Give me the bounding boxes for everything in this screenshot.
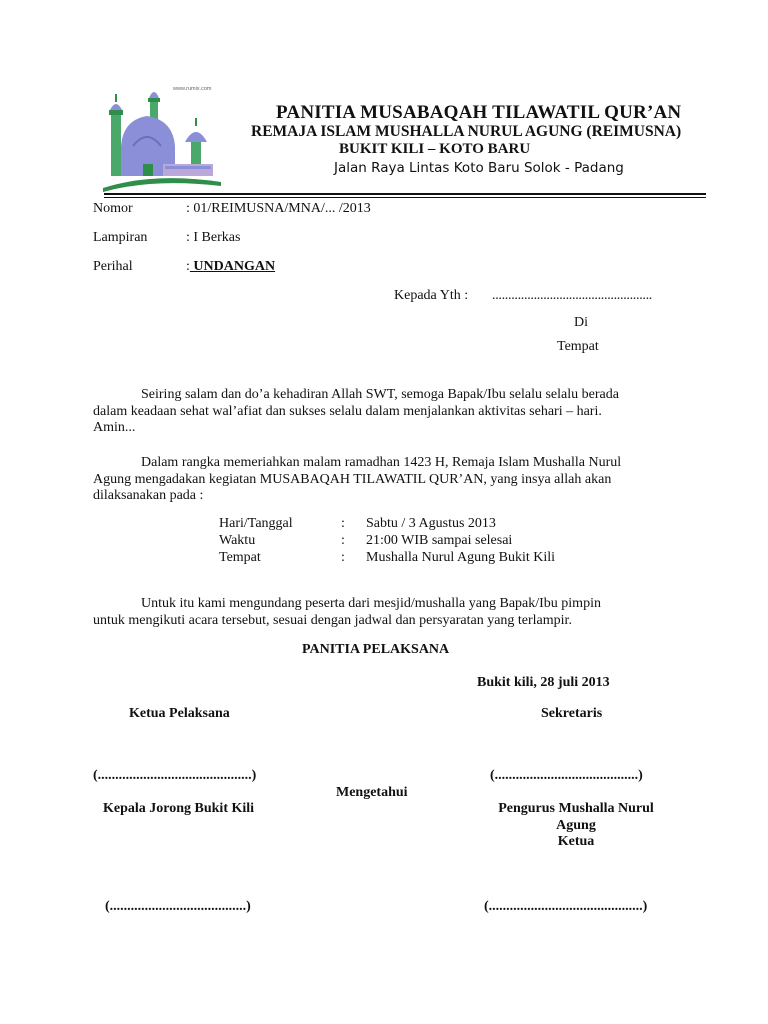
lampiran-label: Lampiran: [93, 230, 148, 245]
invitation-line-2: untuk mengikuti acara tersebut, sesuai dengan jadwal dan persyaratan yang terlampir.: [93, 612, 572, 628]
nomor-value: : 01/REIMUSNA/MNA/... /2013: [186, 201, 371, 216]
event-line-3: dilaksanakan pada :: [93, 488, 204, 503]
lampiran-value: : I Berkas: [186, 230, 241, 245]
recipient-di: Di: [574, 315, 588, 330]
event-line-1: Dalam rangka memeriahkan malam ramadhan 1423 H, Remaja Islam Mushalla Nurul: [141, 455, 622, 470]
pengurus-line-1: Pengurus Mushalla Nurul: [498, 801, 654, 816]
paragraph-event: [93, 455, 673, 505]
mosque-icon: [103, 76, 225, 194]
pengurus-title: [468, 801, 684, 851]
greeting-line-2: dalam keadaan sehat wal’afiat dan sukses selalu dalam menjalankan aktivitas sehari – hari.: [93, 403, 602, 419]
jorong-title: Kepala Jorong Bukit Kili: [103, 801, 255, 816]
ketua-pelaksana-title: Ketua Pelaksana: [129, 706, 230, 721]
jorong-signature-line: (.......................................): [105, 899, 251, 914]
place-date: Bukit kili, 28 juli 2013: [477, 675, 610, 690]
perihal-label: Perihal: [93, 259, 133, 274]
recipient-label: Kepada Yth :: [394, 288, 469, 303]
schedule-row-time-colon: :: [341, 533, 345, 548]
ketua-signature-line: (............................................): [93, 768, 257, 783]
sekretaris-signature-line: (.........................................): [490, 768, 643, 783]
letterhead-title: PANITIA MUSABAQAH TILAWATIL QUR’AN: [276, 102, 682, 123]
schedule-row-place-label: Tempat: [219, 550, 261, 565]
perihal: [186, 259, 275, 275]
recipient-tempat: Tempat: [557, 339, 599, 354]
committee-heading: PANITIA PELAKSANA: [302, 642, 450, 657]
greeting-line-1: Seiring salam dan do’a kehadiran Allah SWT, semoga Bapak/Ibu selalu selalu berada: [141, 387, 619, 402]
nomor-label: Nomor: [93, 201, 133, 216]
schedule-row-date-label: Hari/Tanggal: [219, 516, 293, 531]
schedule-row-date-colon: :: [341, 516, 345, 531]
sekretaris-title: Sekretaris: [541, 706, 603, 721]
pengurus-signature-line: (............................................): [484, 899, 648, 914]
logo-caption: www.rumix.com: [173, 86, 212, 92]
perihal-value: UNDANGAN: [189, 259, 276, 274]
header-rule-thick: [104, 193, 706, 195]
paragraph-greeting: [93, 387, 673, 437]
perihal-colon: :: [186, 259, 190, 274]
schedule-row-place-value: Mushalla Nurul Agung Bukit Kili: [366, 550, 555, 565]
schedule-row-time-label: Waktu: [219, 533, 256, 548]
greeting-line-3: Amin...: [93, 420, 136, 435]
pengurus-line-3: Ketua: [557, 834, 595, 849]
schedule-row-date-value: Sabtu / 3 Agustus 2013: [366, 516, 496, 531]
letterhead-address: Jalan Raya Lintas Koto Baru Solok - Padang: [334, 160, 624, 176]
schedule-row-place-colon: :: [341, 550, 345, 565]
pengurus-line-2: Agung: [556, 817, 596, 833]
recipient-dots: ..................................................: [492, 288, 653, 303]
invitation-line-1: Untuk itu kami mengundang peserta dari mesjid/mushalla yang Bapak/Ibu pimpin: [141, 596, 601, 611]
letterhead-org: REMAJA ISLAM MUSHALLA NURUL AGUNG (REIMUSNA): [251, 123, 682, 140]
paragraph-invitation: [93, 596, 673, 629]
header-rule-thin: [104, 197, 706, 198]
schedule-row-time-value: 21:00 WIB sampai selesai: [366, 533, 513, 548]
event-line-2: Agung mengadakan kegiatan MUSABAQAH TILAWATIL QUR’AN, yang insya allah akan: [93, 471, 612, 487]
letterhead-location: BUKIT KILI – KOTO BARU: [339, 141, 531, 157]
mengetahui-label: Mengetahui: [336, 785, 408, 800]
